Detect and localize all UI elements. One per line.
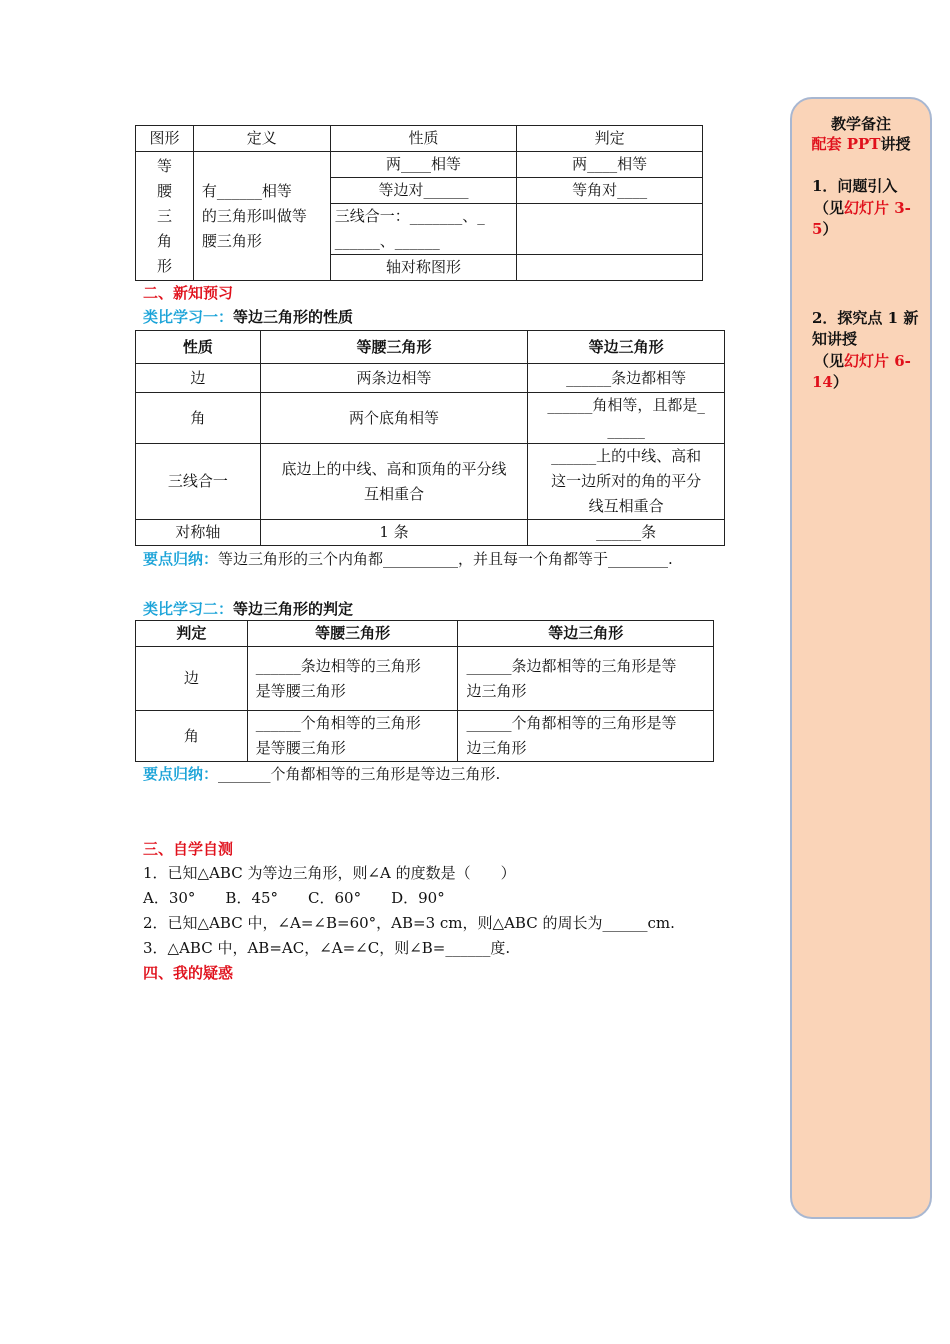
header-equilateral: 等边三角形: [458, 621, 714, 647]
sidebar-item-2-cont: 知讲授: [812, 330, 858, 348]
question-2: 2．已知△ABC 中，∠A=∠B=60°，AB=3 cm，则△ABC 的周长为______cm.: [143, 914, 675, 932]
header-isosceles: 等腰三角形: [247, 621, 458, 647]
cell-isosceles: ______个角相等的三角形 是等腰三角形: [247, 711, 458, 762]
review-table: [135, 125, 703, 281]
row-label: 对称轴: [136, 520, 261, 546]
sidebar-item-1: 1．问题引入: [812, 177, 898, 195]
header-property: 性质: [330, 126, 517, 152]
header-isosceles: 等腰三角形: [260, 331, 528, 364]
cell-equilateral: ______条边都相等的三角形是等 边三角形: [458, 647, 714, 711]
sidebar-item-1-ref: （见幻灯片 3-: [814, 199, 911, 217]
prop-three-lines: 三线合一：_______、_ ______、______: [330, 204, 517, 255]
definition-cell: 有______相等 的三角形叫做等 腰三角形: [193, 152, 330, 281]
row-label: 角: [136, 393, 261, 444]
cell-equilateral: ______条边都相等: [528, 364, 725, 393]
judge-sides: 两____相等: [517, 152, 703, 178]
teaching-notes-sidebar: [790, 97, 932, 1219]
header-definition: 定义: [193, 126, 330, 152]
sidebar-item-2: 2．探究点 1 新: [812, 309, 919, 327]
section3-title: 三、自学自测: [143, 840, 234, 858]
sidebar-title: 教学备注: [830, 115, 891, 133]
sidebar-ppt: 配套 PPT讲授: [811, 135, 911, 153]
study2-heading: 类比学习二：等边三角形的判定: [143, 600, 354, 618]
judge-empty-1: [517, 204, 703, 255]
header-equilateral: 等边三角形: [528, 331, 725, 364]
cell-equilateral: ______角相等，且都是_ _____: [528, 393, 725, 444]
header-shape: 图形: [136, 126, 194, 152]
judge-angles: 等角对____: [517, 178, 703, 204]
property-table: [135, 330, 725, 546]
prop-angles: 等边对______: [330, 178, 517, 204]
summary1: 要点归纳：等边三角形的三个内角都__________，并且每一个角都等于________.: [143, 550, 673, 568]
section2-title: 二、新知预习: [143, 284, 234, 302]
header-judge: 判定: [517, 126, 703, 152]
sidebar-item-2-ref-end: 14）: [812, 373, 848, 391]
cell-isosceles: 两个底角相等: [260, 393, 528, 444]
prop-symmetric: 轴对称图形: [330, 255, 517, 281]
header-judge: 判定: [136, 621, 248, 647]
row-label: 角: [136, 711, 248, 762]
prop-sides: 两____相等: [330, 152, 517, 178]
sidebar-item-2-ref: （见幻灯片 6-: [814, 352, 911, 370]
cell-isosceles: 1 条: [260, 520, 528, 546]
question-1-options: A．30° B．45° C．60° D．90°: [143, 889, 445, 907]
cell-equilateral: ______条: [528, 520, 725, 546]
cell-isosceles: 两条边相等: [260, 364, 528, 393]
row-label: 边: [136, 364, 261, 393]
section4-title: 四、我的疑惑: [143, 964, 234, 982]
question-1: 1．已知△ABC 为等边三角形，则∠A 的度数是（ ）: [143, 864, 516, 882]
shape-label: 等 腰 三 角 形: [136, 152, 194, 281]
summary2: 要点归纳：_______个角都相等的三角形是等边三角形.: [143, 765, 501, 783]
cell-isosceles: 底边上的中线、高和顶角的平分线 互相重合: [260, 444, 528, 520]
question-3: 3．△ABC 中，AB=AC，∠A=∠C，则∠B=______度.: [143, 939, 511, 957]
row-label: 三线合一: [136, 444, 261, 520]
cell-isosceles: ______条边相等的三角形 是等腰三角形: [247, 647, 458, 711]
cell-equilateral: ______个角都相等的三角形是等 边三角形: [458, 711, 714, 762]
judge-empty-2: [517, 255, 703, 281]
cell-equilateral: ______上的中线、高和 这一边所对的角的平分 线互相重合: [528, 444, 725, 520]
header-property: 性质: [136, 331, 261, 364]
sidebar-item-1-ref-end: 5）: [812, 220, 838, 238]
study1-heading: 类比学习一：等边三角形的性质: [143, 308, 354, 326]
row-label: 边: [136, 647, 248, 711]
judgement-table: [135, 620, 714, 762]
